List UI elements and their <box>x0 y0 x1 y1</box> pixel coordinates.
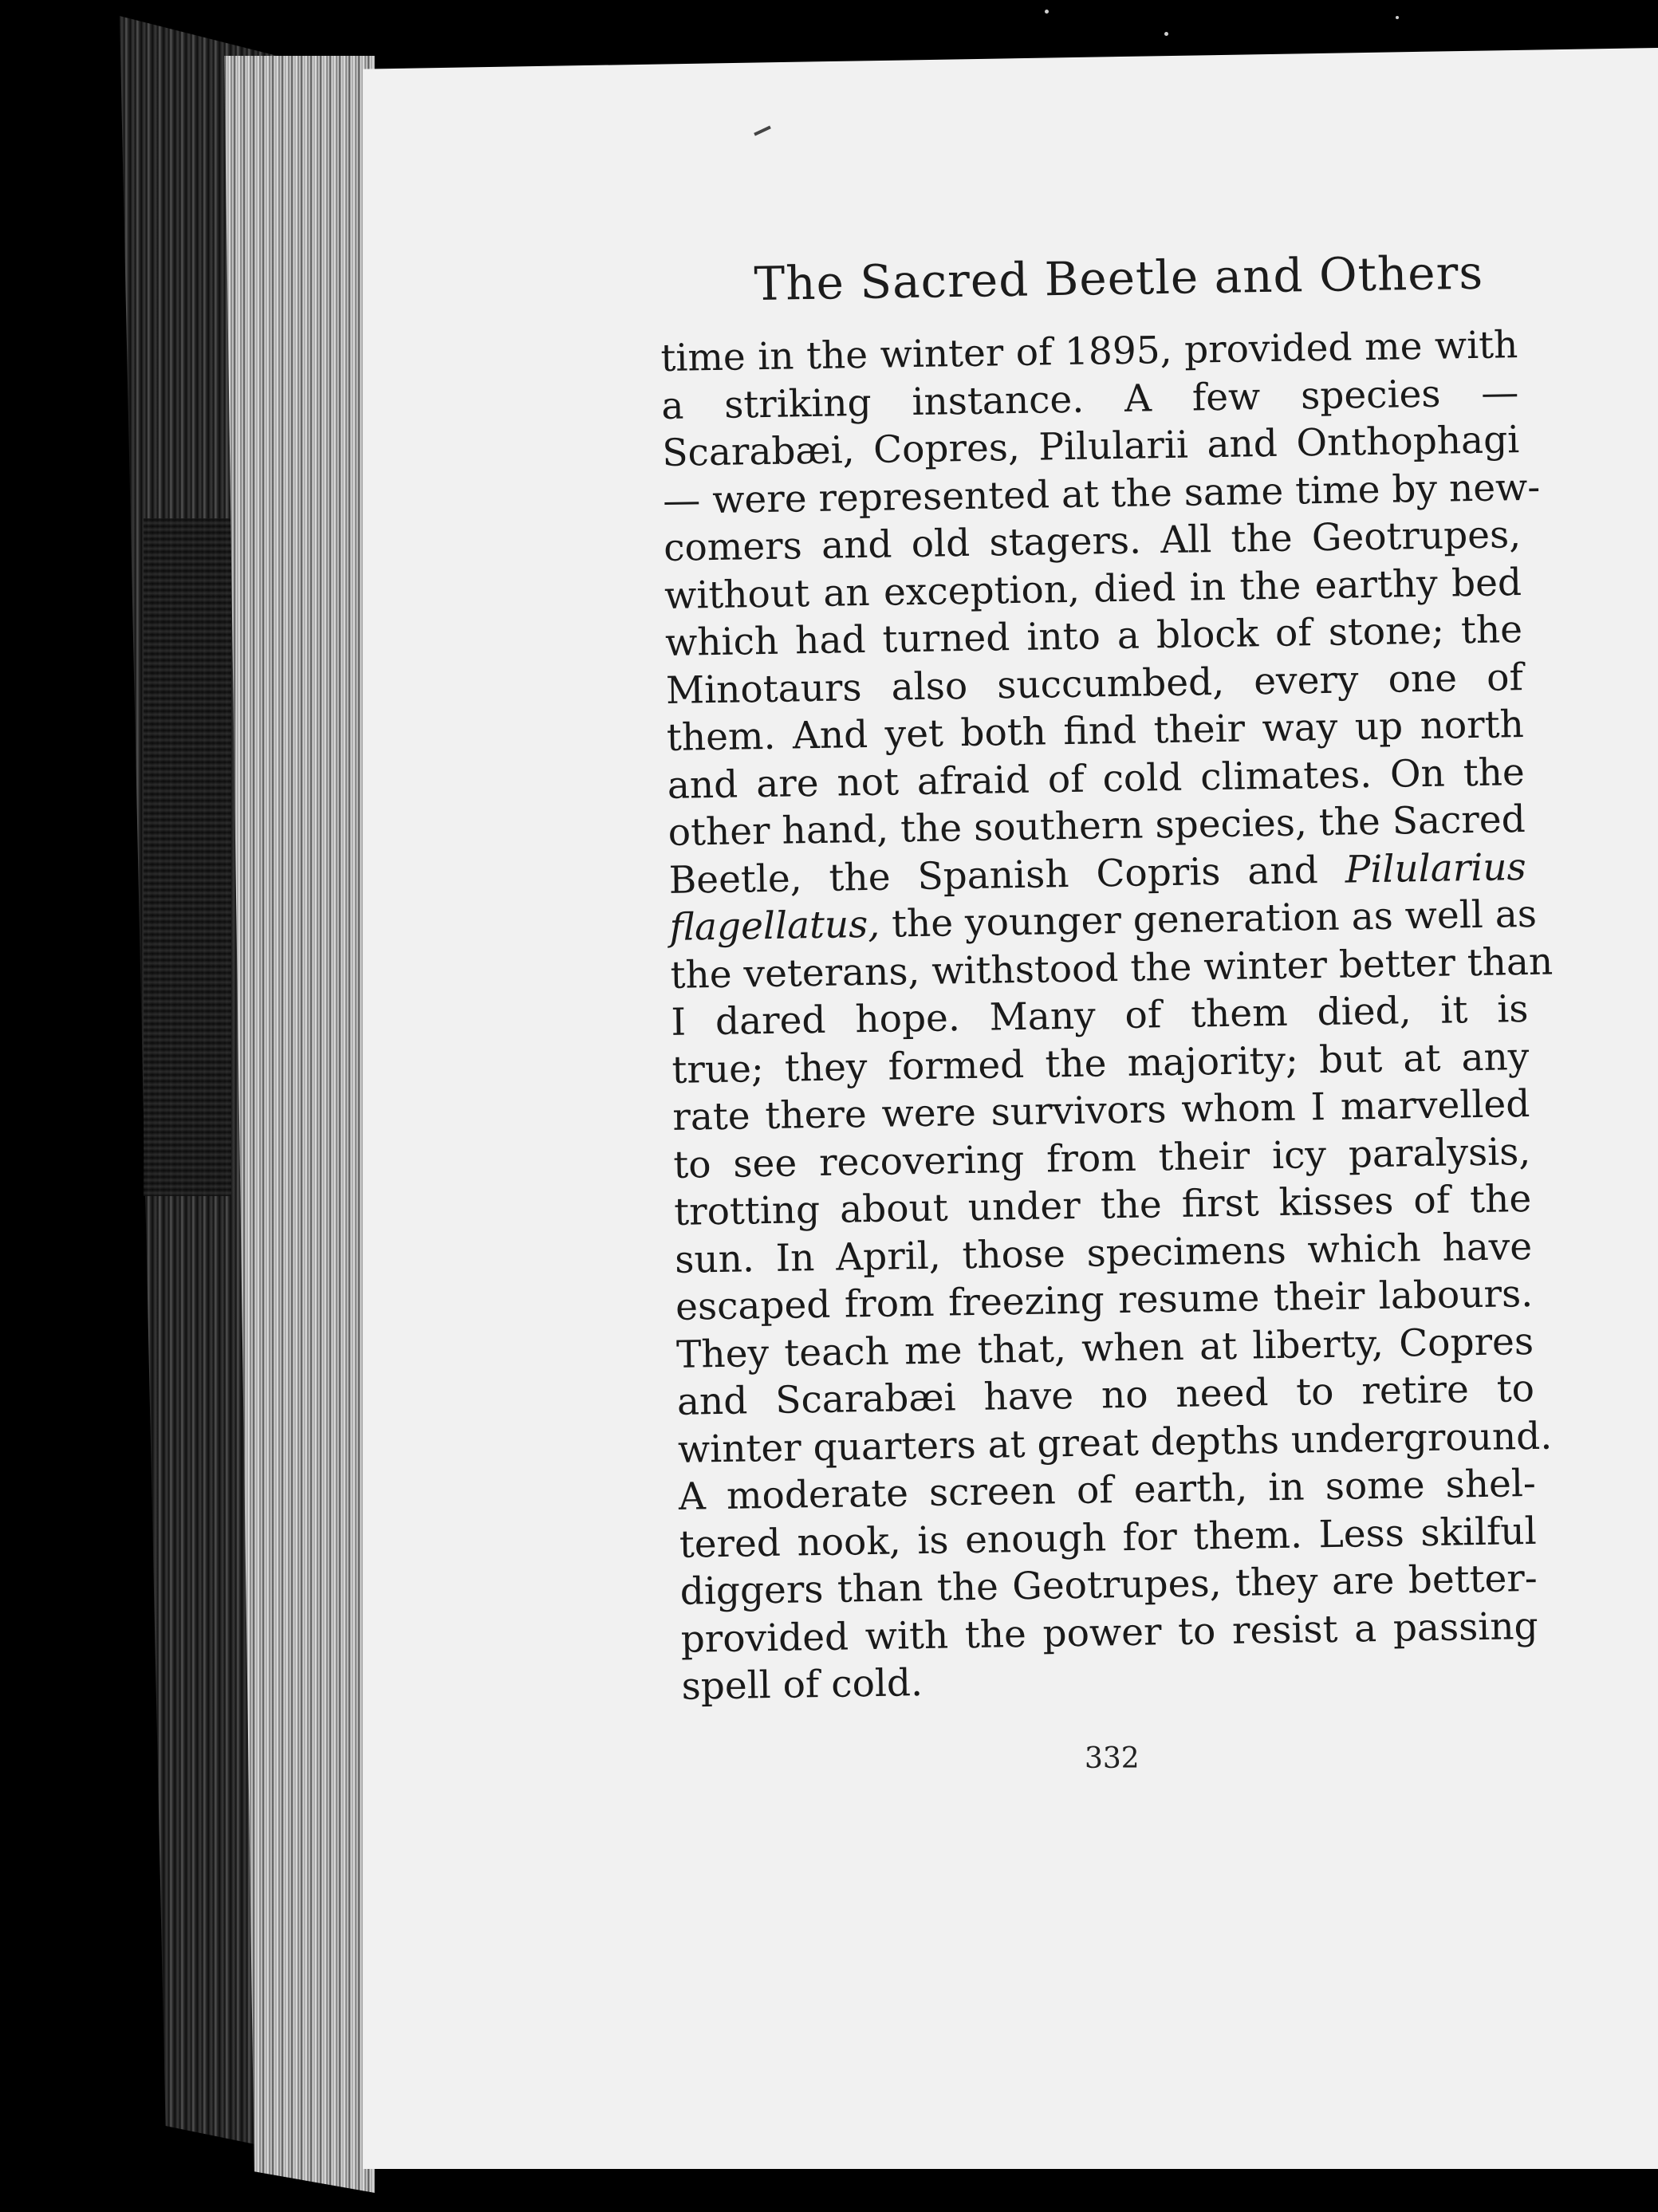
text-fragment: the younger generation as well as <box>879 891 1538 947</box>
text-line: a striking instance. A few species — <box>660 370 1519 428</box>
scan-speck <box>1396 16 1399 19</box>
text-line: Scarabæi, Copres, Pilularii and Onthophagi <box>661 418 1520 475</box>
italic-term: flagellatus, <box>669 902 880 950</box>
running-head: The Sacred Beetle and Others <box>754 245 1484 311</box>
text-line: and Scarabæi have no need to retire to <box>676 1366 1535 1424</box>
scan-speck <box>1164 32 1168 36</box>
page-number: 332 <box>1085 1742 1140 1775</box>
text-line: escaped from freezing resume their labours. <box>675 1271 1534 1329</box>
italic-term: Pilularius <box>1345 844 1527 892</box>
text-line: them. And yet both find their way up north <box>666 703 1525 760</box>
text-line: tered nook, is enough for them. Less skilful <box>679 1509 1538 1567</box>
text-line: sun. In April, those specimens which have <box>674 1224 1533 1282</box>
text-line: I dared hope. Many of them died, it is <box>671 987 1529 1045</box>
text-line: provided with the power to resist a passing <box>680 1604 1538 1662</box>
text-line: which had turned into a block of stone; the <box>664 608 1523 665</box>
text-line: other hand, the southern species, the Sacred <box>668 797 1526 855</box>
scan-speck <box>1045 10 1049 14</box>
text-line: to see recovering from their icy paralysis, <box>672 1129 1531 1187</box>
text-line: the veterans, withstood the winter better than <box>670 939 1554 998</box>
text-line: They teach me that, when at liberty, Copres <box>675 1319 1534 1377</box>
text-line: time in the winter of 1895, provided me with <box>660 323 1518 380</box>
text-line: diggers than the Geotrupes, they are better- <box>679 1556 1538 1614</box>
text-line: comers and old stagers. All the Geotrupes, <box>663 513 1522 570</box>
body-text <box>660 321 1554 1710</box>
spine-shadow <box>144 518 231 1196</box>
text-line: true; they formed the majority; but at any <box>671 1034 1530 1092</box>
text-line: — were represented at the same time by new- <box>662 465 1541 523</box>
text-line: winter quarters at great depths underground. <box>677 1414 1553 1472</box>
text-line: and are not afraid of cold climates. On the <box>667 750 1526 808</box>
text-line: trotting about under the first kisses of the <box>673 1176 1532 1234</box>
text-line: rate there were survivors whom I marvelled <box>671 1081 1530 1139</box>
text-line: Minotaurs also succumbed, every one of <box>665 655 1524 713</box>
text-line: spell of cold. <box>681 1661 924 1709</box>
text-line: without an exception, died in the earthy bed <box>664 560 1522 618</box>
text-fragment: Beetle, the Spanish Copris and <box>668 848 1346 903</box>
text-line: A moderate screen of earth, in some shel- <box>678 1461 1537 1519</box>
